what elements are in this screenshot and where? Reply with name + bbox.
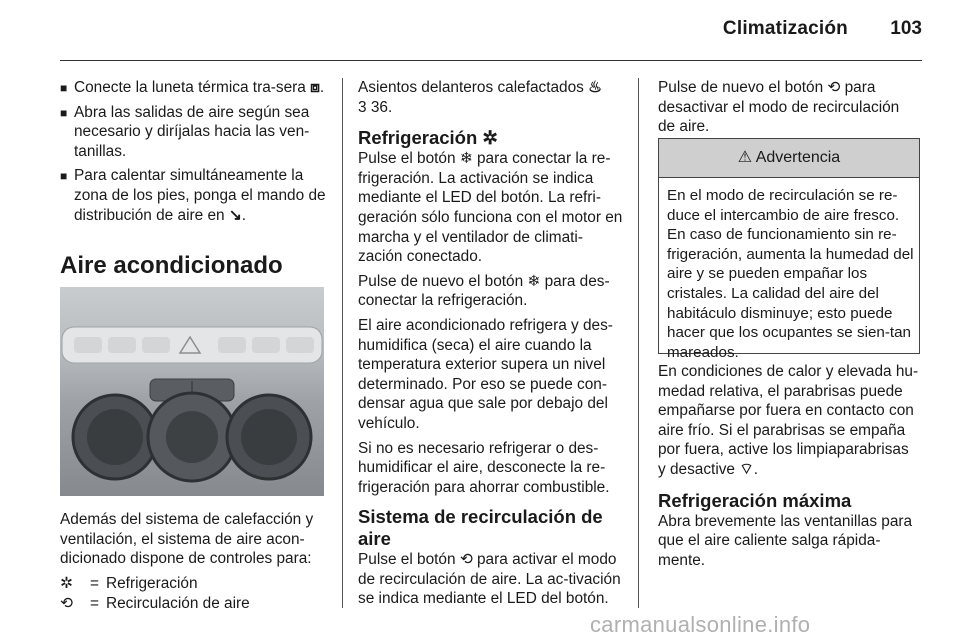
footwell-air-icon: ↘ [228,206,242,224]
paragraph: Si no es necesario refrigerar o des-humidificar el aire, desconecte la re-frigeración para ahorrar combustible. [358,439,610,496]
bullet-square-icon: ■ [60,81,68,95]
heading-text: Refrigeración [358,127,478,149]
equals-sign: = [90,594,99,612]
column-1 [60,78,330,230]
bullet-item: ■ Para calentar simultáneamente la zona de los pies, ponga el mando de distribución de aire en ↘. [60,167,326,224]
climate-control-photo [60,287,324,496]
section-heading-recirculacion: Sistema de recirculación de aire [358,506,603,550]
rear-window-heater-icon: ⧈ [310,79,320,96]
definition-row [60,594,330,614]
column-2 [358,78,626,614]
section-heading-refrigeracion [358,127,626,149]
control-panel-illustration [60,287,324,496]
bullet-square-icon: ■ [60,105,68,120]
column-3 [658,78,920,142]
definition-row [60,574,330,594]
paragraph: Pulse de nuevo el botón ⟲ para desactivar el modo de recirculación de aire. [658,79,900,136]
bullet-item [60,103,330,162]
column-1-lower [60,510,330,614]
header-rule [60,60,922,61]
page-title: Climatización [722,18,848,39]
windscreen-heater-icon: ⌔ [739,460,754,478]
bullet-text: Conecte la luneta térmica tra-sera [74,79,306,96]
warning-title: Advertencia [755,149,841,166]
equals-sign: = [90,574,99,592]
warning-triangle-icon: ⚠ [737,149,753,166]
warning-body: En el modo de recirculación se re-duce el intercambio de aire fresco. En caso de funcionamiento sin re-frigeración, aumenta la humedad del aire y se pueden empañar los cristales. La calidad del aire del habitáculo disminuye; esto puede hacer que los ocupantes se sien-tan mareados. [667,187,914,361]
bullet-square-icon: ■ [60,169,68,184]
intro-paragraph: Además del sistema de calefacción y ventilación, el sistema de aire acon-dicionado dispone de controles para: [60,511,314,568]
section-heading-refrigeracion-maxima: Refrigeración máxima [658,489,852,511]
warning-box [658,138,920,361]
column-divider [638,78,639,608]
column-divider [342,78,343,608]
page-reference: 3 36. [358,98,393,116]
paragraph: Pulse el botón ⟲ para activar el modo de recirculación de aire. La ac-tivación se indica mediante el LED del botón. [358,551,621,608]
recirculation-icon: ⟲ [60,594,73,612]
bullet-text: Para calentar simultáneamente la zona de los pies, ponga el mando de distribución de aire en [74,167,326,224]
watermark: carmanualsonline.info [590,612,811,637]
page-number: 103 [890,18,922,39]
seats-text: Asientos delanteros calefactados [358,79,584,96]
snowflake-icon: ✲ [482,127,498,149]
heated-seat-icon: ♨ [588,79,602,96]
paragraph: En condiciones de calor y elevada hu-medad relativa, el parabrisas puede empañarse por fuera en contacto con aire frío. Si el parabrisas se empaña por fuera, active los limpiaparabrisas y desactive [658,363,919,478]
column-3-lower: En condiciones de calor y elevada hu-medad relativa, el parabrisas puede empañarse por fuera en contacto con aire frío. Si el parabrisas se empaña por fuera, active los limpiaparabrisas y desactive ⌔. Refrigeración máxima Abra brevemente las ventanillas para que el aire caliente salga rápida-mente. [658,363,919,569]
bullet-item: ■ Conecte la luneta térmica tra-sera ⧈. [60,78,330,98]
snowflake-icon: ✲ [60,574,73,592]
definition-text: Recirculación de aire [106,594,250,612]
paragraph: Pulse el botón ❄ para conectar la re-frigeración. La activación se indica mediante el LED del botón. La refri-geración sólo funciona con el motor en marcha y el ventilador de climati-zación conectado. [358,150,623,266]
paragraph: Pulse de nuevo el botón ❄ para des-conectar la refrigeración. [358,272,610,310]
paragraph: El aire acondicionado refrigera y des-humidifica (seca) el aire cuando la temperatura exterior supera un nivel determinado. Por eso se puede con-densar agua que sale por debajo del vehículo. [358,316,613,432]
section-heading-aire-acondicionado: Aire acondicionado [60,252,283,279]
definition-text: Refrigeración [106,574,198,592]
paragraph: Abra brevemente las ventanillas para que el aire caliente salga rápida-mente. [658,512,913,569]
bullet-text: Abra las salidas de aire según sea necesario y diríjalas hacia las ven-tanillas. [74,103,310,160]
warning-header [659,139,919,178]
